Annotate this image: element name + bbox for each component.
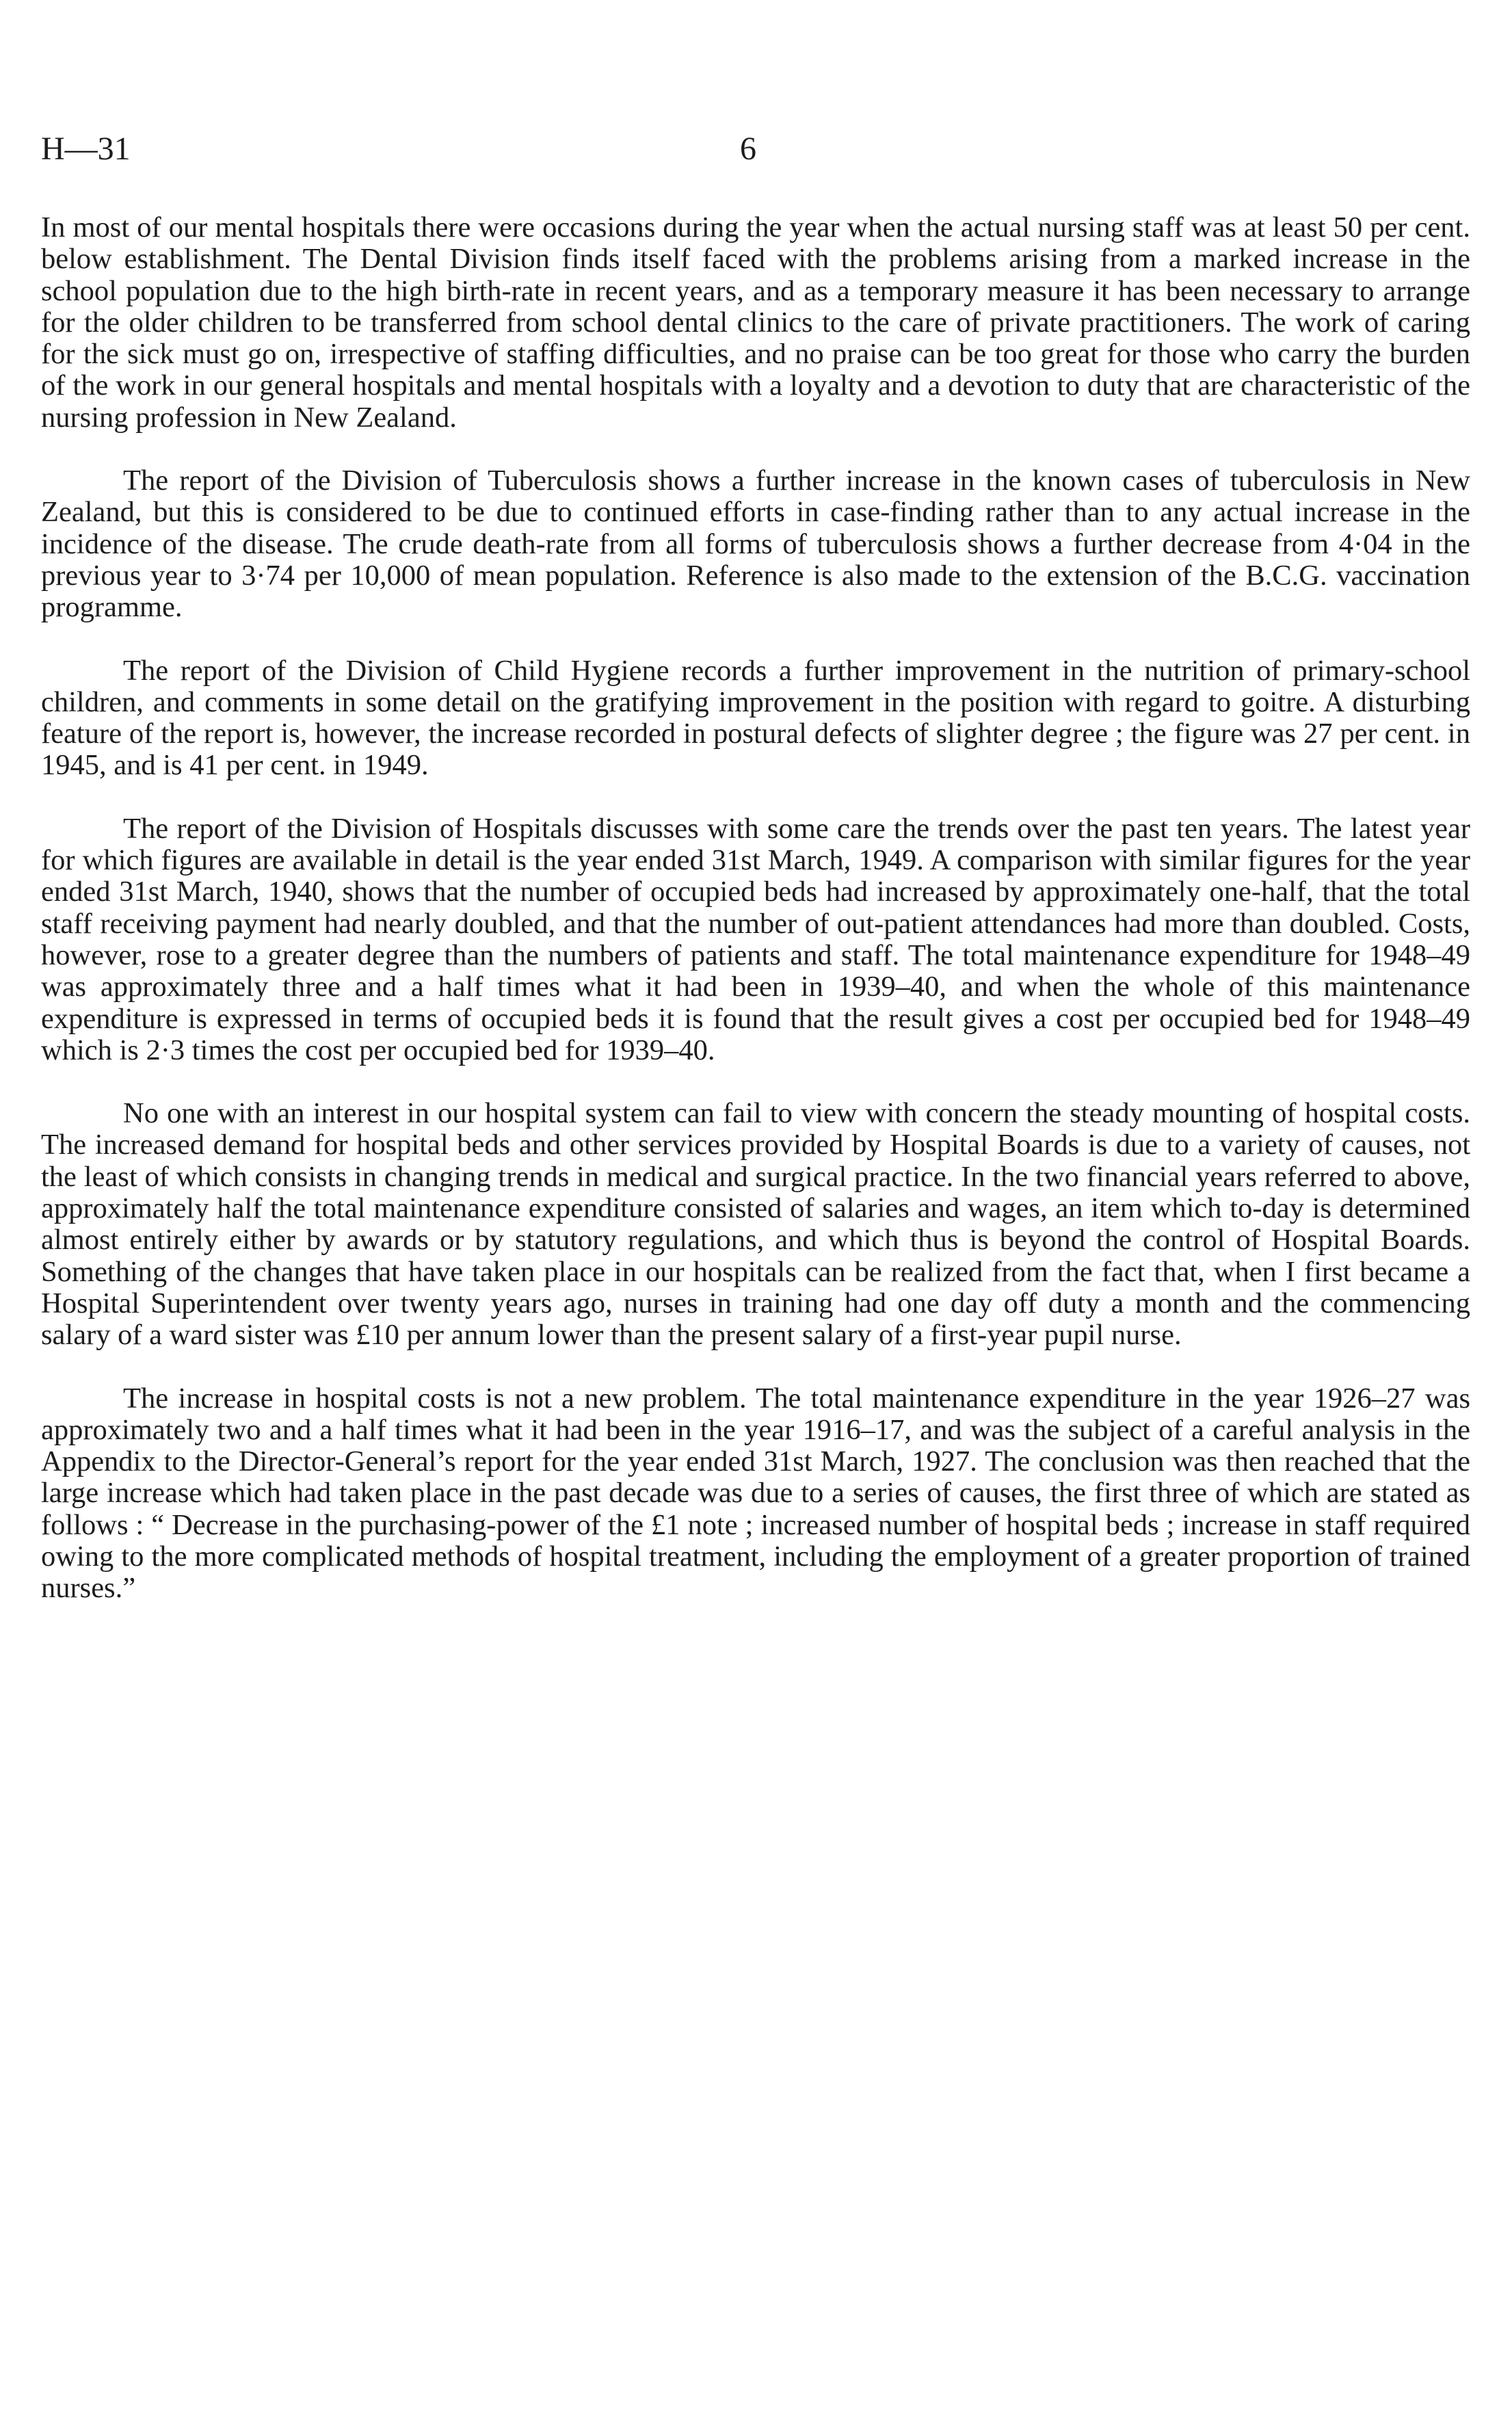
paragraph-child-hygiene: The report of the Division of Child Hygiene records a further improvement in the nutrition of primary-school children, and comments in some detail on the gratifying improvement in the position with regard to goitre. A disturbing feature of the report is, however, the increase recorded in postural defects of slighter degree ; the figure was 27 per cent. in 1945, and is 41 per cent. in 1949. [41,654,1470,782]
document-reference: H—31 [41,131,131,167]
body-text [41,212,1470,1636]
paragraph-cost-history: The increase in hospital costs is not a new problem. The total maintenance expenditure in the year 1926–27 was approximately two and a half times what it had been in the year 1916–17, and was the subject of a careful analysis in the Appendix to the Director-General’s report for the year ended 31st March, 1927. The conclusion was then reached that the large increase which had taken place in the past decade was due to a series of causes, the first three of which are stated as follows : “ Decrease in the purchasing-power of the £1 note ; increased number of hospital beds ; increase in staff required owing to the more complicated methods of hospital treatment, including the employment of a greater proportion of trained nurses.” [41,1382,1470,1605]
paragraph-hospitals-trends: The report of the Division of Hospitals discusses with some care the trends over the past ten years. The latest year for which figures are available in detail is the year ended 31st March, 1949. A comparison with similar figures for the year ended 31st March, 1940, shows that the number of occupied beds had increased by approximately one-half, that the total staff receiving payment had nearly doubled, and that the number of out-patient attendances had more than doubled. Costs, however, rose to a greater degree than the numbers of patients and staff. The total maintenance expenditure for 1948–49 was approximately three and a half times what it had been in 1939–40, and when the whole of this maintenance expenditure is expressed in terms of occupied beds it is found that the result gives a cost per occupied bed for 1948–49 which is 2·3 times the cost per occupied bed for 1939–40. [41,812,1470,1066]
document-page [41,130,1470,1605]
page-header [41,130,1470,178]
paragraph-staffing: In most of our mental hospitals there were occasions during the year when the actual nursing staff was at least 50 per cent. below establishment. The Dental Division finds itself faced with the problems arising from a marked increase in the school population due to the high birth-rate in recent years, and as a temporary measure it has been necessary to arrange for the older children to be transferred from school dental clinics to the care of private practitioners. The work of caring for the sick must go on, irrespective of staffing difficulties, and no praise can be too great for those who carry the burden of the work in our general hospitals and mental hospitals with a loyalty and a devotion to duty that are characteristic of the nursing profession in New Zealand. [41,211,1470,434]
paragraph-hospital-costs: No one with an interest in our hospital system can fail to view with concern the steady mounting of hospital costs. The increased demand for hospital beds and other services provided by Hospital Boards is due to a variety of causes, not the least of which consists in changing trends in medical and surgical practice. In the two financial years referred to above, approximately half the total maintenance expenditure consisted of salaries and wages, an item which to-day is determined almost entirely either by awards or by statutory regulations, and which thus is beyond the control of Hospital Boards. Something of the changes that have taken place in our hospitals can be realized from the fact that, when I first became a Hospital Superintendent over twenty years ago, nurses in training had one day off duty a month and the commencing salary of a ward sister was £10 per annum lower than the present salary of a first-year pupil nurse. [41,1097,1470,1352]
page-number: 6 [740,131,756,167]
paragraph-tuberculosis: The report of the Division of Tuberculosis shows a further increase in the known cases of tuberculosis in New Zealand, but this is considered to be due to continued efforts in case-finding rather than to any actual increase in the incidence of the disease. The crude death-rate from all forms of tuberculosis shows a further decrease from 4·04 in the previous year to 3·74 per 10,000 of mean population. Reference is also made to the extension of the B.C.G. vaccination programme. [41,464,1470,624]
